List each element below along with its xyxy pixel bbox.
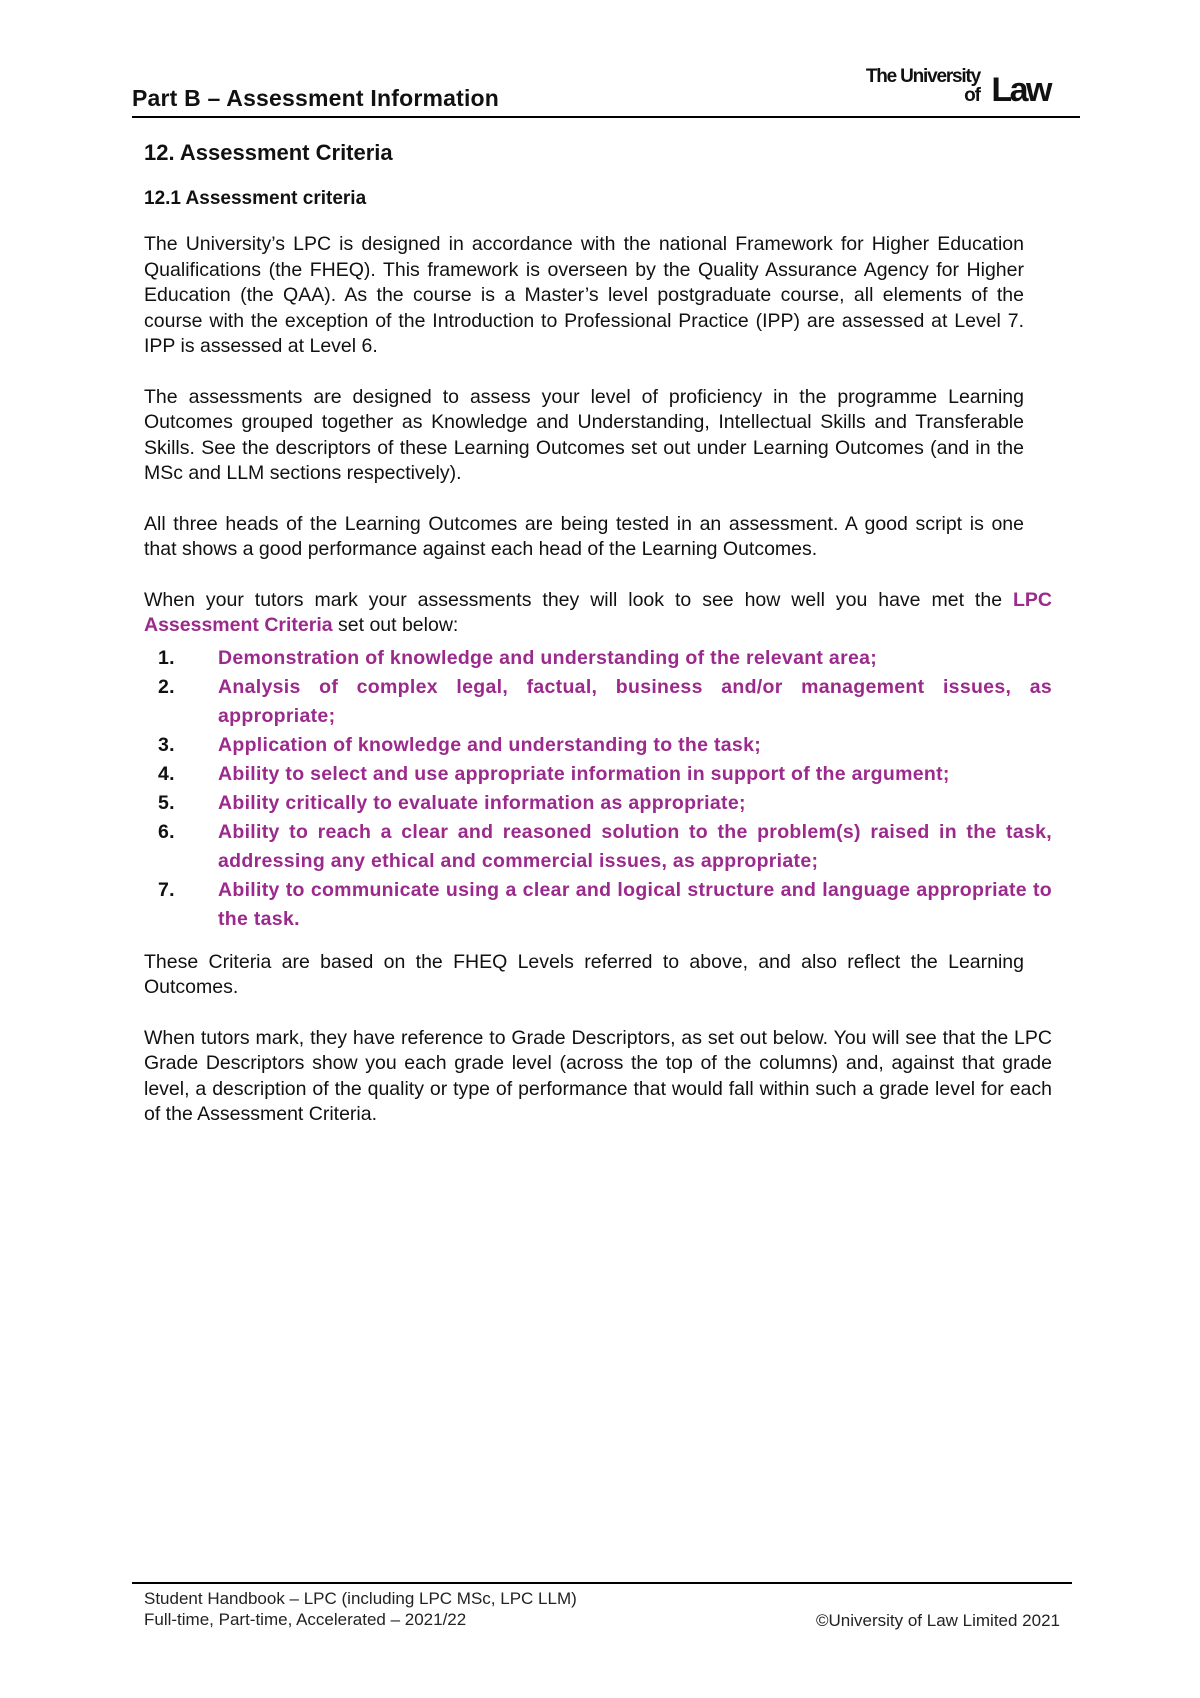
paragraph-fheq-levels: These Criteria are based on the FHEQ Levels referred to above, and also reflect the Learning Outcomes. bbox=[144, 950, 1024, 998]
criteria-item bbox=[144, 673, 1052, 731]
logo-of: of bbox=[964, 85, 980, 106]
criteria-number: 4. bbox=[158, 762, 175, 785]
criteria-item bbox=[144, 644, 1052, 673]
paragraph-grade-descriptors: When tutors mark, they have reference to Grade Descriptors, as set out below. You will see that the LPC Grade Descriptors show you each grade level (across the top of the columns) and, against that grade level, a description of the quality or type of performance that would fall within such a grade level for each of the Assessment Criteria. bbox=[144, 1026, 1052, 1125]
main-content bbox=[144, 140, 1056, 1153]
criteria-text: Demonstration of knowledge and understanding of the relevant area; bbox=[218, 646, 878, 669]
paragraph-learning-outcomes: All three heads of the Learning Outcomes are being tested in an assessment. A good script is one that shows a good performance against each head of the Learning Outcomes. bbox=[144, 512, 1024, 560]
para4-end: set out below: bbox=[332, 614, 459, 636]
para4-start: When your tutors mark your assessments they will look to see how well you have met the bbox=[144, 588, 1003, 611]
paragraph-tutors-mark bbox=[144, 588, 1052, 639]
page-footer bbox=[132, 1582, 1072, 1630]
criteria-number: 2. bbox=[158, 675, 175, 698]
criteria-list bbox=[144, 644, 1056, 934]
lpc-assessment-criteria-highlight: LPC Assessment Criteria bbox=[144, 588, 1052, 636]
criteria-number: 6. bbox=[158, 820, 175, 843]
footer-copyright: ©University of Law Limited 2021 bbox=[815, 1611, 1060, 1630]
logo-law: Law bbox=[991, 71, 1050, 109]
paragraph-fheq: The University’s LPC is designed in accordance with the national Framework for Higher Education Qualifications (the FHEQ). This framework is overseen by the Quality Assurance Agency for Higher Education (the QAA). As the course is a Master’s level postgraduate course, all elements of the course with the exception of the Introduction to Professional Practice (IPP) are assessed at Level 7. IPP is assessed at Level 6. bbox=[144, 233, 1024, 357]
criteria-item bbox=[144, 731, 1052, 760]
criteria-item bbox=[144, 789, 1052, 818]
footer-handbook: Student Handbook – LPC (including LPC MSc, LPC LLM) bbox=[144, 1589, 577, 1608]
university-logo bbox=[845, 66, 1050, 108]
criteria-number: 1. bbox=[158, 646, 175, 669]
criteria-item bbox=[144, 818, 1052, 876]
criteria-number: 3. bbox=[158, 733, 175, 756]
footer-modes: Full-time, Part-time, Accelerated – 2021/22 bbox=[144, 1610, 467, 1629]
criteria-item bbox=[144, 760, 1052, 789]
logo-line1: The University bbox=[865, 66, 980, 87]
criteria-text: Ability critically to evaluate information as appropriate; bbox=[218, 791, 746, 814]
criteria-text: Application of knowledge and understanding to the task; bbox=[218, 733, 762, 756]
page-header bbox=[132, 64, 1080, 118]
criteria-text: Ability to communicate using a clear and logical structure and language appropriate to the task. bbox=[218, 878, 1052, 930]
header-title: Part B – Assessment Information bbox=[132, 85, 500, 111]
criteria-item bbox=[144, 876, 1052, 934]
paragraph-proficiency: The assessments are designed to assess your level of proficiency in the programme Learning Outcomes grouped together as Knowledge and Understanding, Intellectual Skills and Transferable Skills. See the descriptors of these Learning Outcomes set out under Learning Outcomes (and in the MSc and LLM sections respectively). bbox=[144, 385, 1024, 484]
criteria-number: 7. bbox=[158, 878, 175, 901]
criteria-number: 5. bbox=[158, 791, 175, 814]
section-heading: 12. Assessment Criteria bbox=[144, 140, 393, 165]
section-subheading: 12.1 Assessment criteria bbox=[144, 188, 367, 209]
criteria-text: Analysis of complex legal, factual, business and/or management issues, as appropriate; bbox=[218, 675, 1052, 727]
criteria-text: Ability to select and use appropriate information in support of the argument; bbox=[218, 762, 950, 785]
criteria-text: Ability to reach a clear and reasoned solution to the problem(s) raised in the task, addressing any ethical and commercial issues, as appropriate; bbox=[218, 820, 1052, 872]
